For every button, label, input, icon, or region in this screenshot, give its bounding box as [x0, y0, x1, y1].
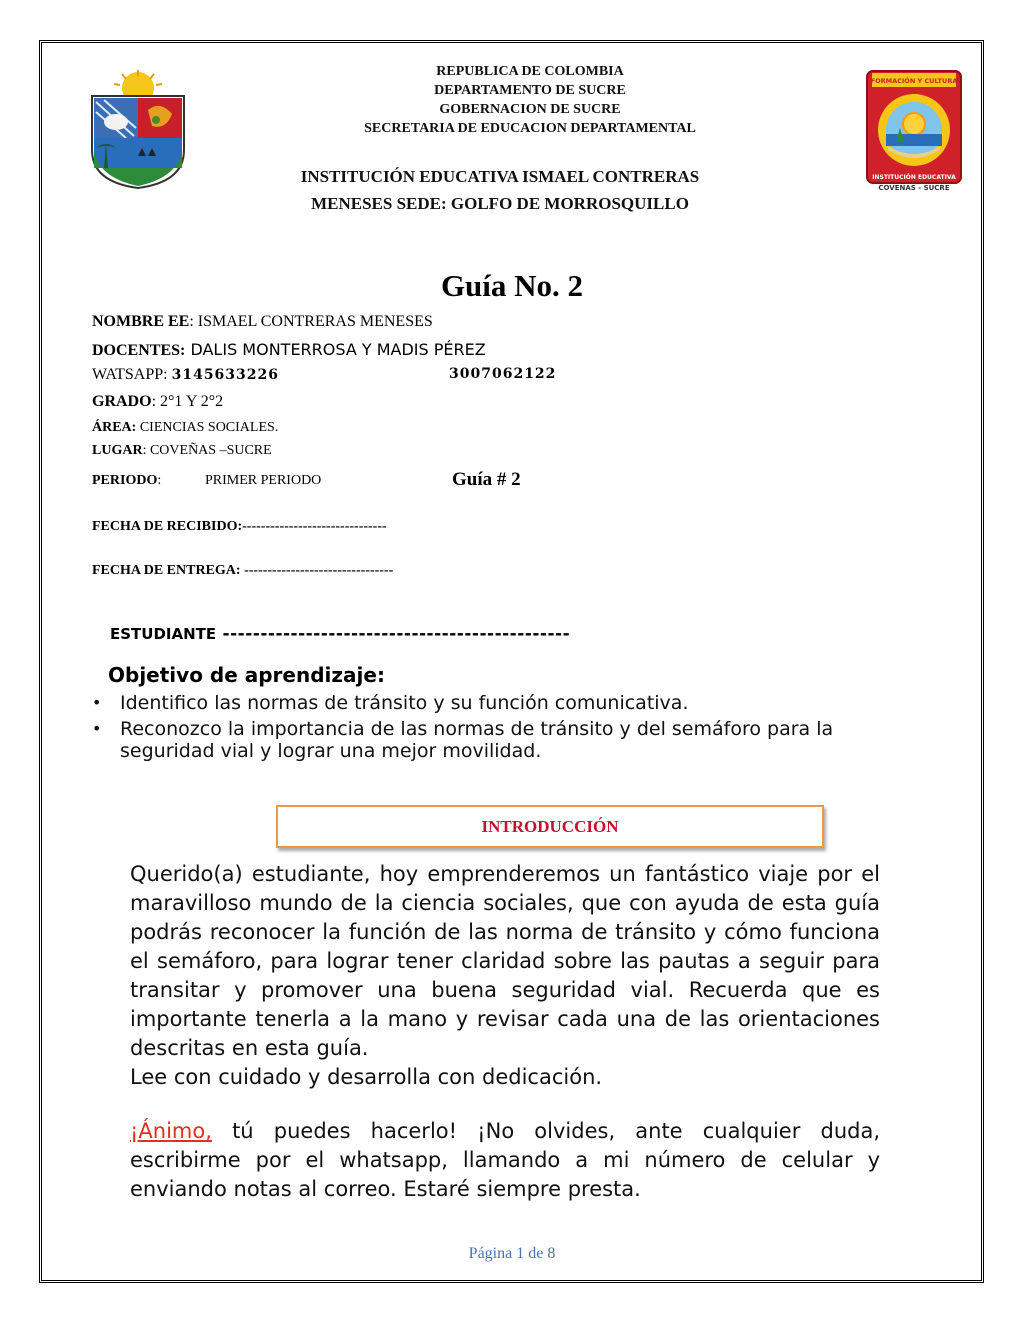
- info-periodo: [92, 469, 521, 490]
- nombre-label: NOMBRE EE: [92, 313, 190, 330]
- institution-block: [200, 163, 800, 217]
- periodo-separator: :: [157, 473, 162, 488]
- institution-name-line2: MENESES SEDE: GOLFO DE MORROSQUILLO: [311, 194, 689, 213]
- info-docentes: [92, 340, 486, 360]
- info-nombre: [92, 313, 433, 331]
- intro-paragraph-1-text: Querido(a) estudiante, hoy emprenderemos un fantástico viaje por el maravilloso mundo de la ciencia sociales, que con ayuda de esta guía podrás reconocer la función de las norma de tránsito y cómo funciona el semáforo, para lograr tener claridad sobre las pautas a seguir para transitar y promover una buena seguridad vial. Recuerda que es importante tenerla a la mano y revisar cada una de las orientaciones descritas en esta guía.: [130, 862, 880, 1060]
- header-block: [250, 62, 810, 138]
- estudiante-line: ----------------------------------------------: [216, 624, 571, 644]
- fecha-recibido-label: FECHA DE RECIBIDO:: [92, 519, 243, 534]
- header-departamento: DEPARTAMENTO DE SUCRE: [434, 83, 626, 98]
- introduccion-heading: INTRODUCCIÓN: [481, 817, 619, 836]
- bullet-icon: •: [92, 693, 102, 712]
- page-border: [39, 40, 984, 1283]
- intro-paragraph-1: [130, 860, 880, 1092]
- docentes-value: DALIS MONTERROSA Y MADIS PÉREZ: [185, 340, 486, 359]
- intro-paragraph-2: [130, 1117, 880, 1204]
- fecha-recibido-line: -------------------------------: [242, 519, 387, 534]
- department-coat-of-arms-logo: [86, 70, 190, 190]
- grado-value: : 2°1 Y 2°2: [151, 393, 224, 410]
- fecha-entrega: [92, 563, 393, 579]
- estudiante-field: [110, 624, 570, 644]
- seal-top-text: FORMACIÓN Y CULTURA: [870, 77, 958, 85]
- periodo-value: PRIMER PERIODO: [205, 473, 322, 488]
- bullet-icon: •: [92, 719, 102, 738]
- intro-paragraph-1-last: Lee con cuidado y desarrolla con dedicación.: [130, 1065, 603, 1089]
- seal-bottom-text: COVEÑAS - SUCRE: [878, 184, 950, 192]
- watsapp-label: WATSAPP: [92, 366, 164, 383]
- intro-paragraph-2-text: tú puedes hacerlo! ¡No olvides, ante cualquier duda, escribirme por el whatsapp, llamando a mi número de celular y enviando notas al correo. Estaré siempre presta.: [130, 1119, 880, 1201]
- introduccion-heading-box: [276, 805, 824, 848]
- objetivo-title: Objetivo de aprendizaje:: [108, 663, 385, 687]
- objetivo-item: [92, 718, 912, 762]
- info-watsapp: [92, 366, 557, 384]
- objetivo-list: [92, 692, 912, 766]
- header-republica: REPUBLICA DE COLOMBIA: [436, 64, 624, 79]
- lugar-value: : COVEÑAS –SUCRE: [142, 443, 272, 458]
- area-value: CIENCIAS SOCIALES.: [136, 420, 279, 435]
- grado-label: GRADO: [92, 393, 152, 410]
- fecha-entrega-line: --------------------------------: [240, 563, 394, 578]
- objetivo-item: [92, 692, 912, 714]
- institution-seal-logo: [866, 70, 962, 192]
- area-label: ÁREA:: [92, 420, 137, 435]
- objetivo-item-text: Identifico las normas de tránsito y su función comunicativa.: [120, 692, 689, 714]
- info-area: [92, 420, 278, 436]
- guide-title: Guía No. 2: [440, 268, 584, 303]
- header-secretaria: SECRETARIA DE EDUCACION DEPARTAMENTAL: [364, 121, 696, 136]
- phone-2: 3007062122: [449, 366, 557, 382]
- guia-ref: Guía # 2: [452, 469, 521, 490]
- docentes-label: DOCENTES:: [92, 342, 186, 359]
- phone-1: 3145633226: [171, 367, 280, 383]
- svg-text:INSTITUCIÓN EDUCATIVA: INSTITUCIÓN EDUCATIVA: [872, 174, 956, 181]
- info-lugar: [92, 443, 272, 459]
- info-grado: [92, 393, 223, 411]
- fecha-recibido: [92, 519, 387, 535]
- header-gobernacion: GOBERNACION DE SUCRE: [439, 102, 621, 117]
- nombre-value: : ISMAEL CONTRERAS MENESES: [189, 313, 433, 330]
- lugar-label: LUGAR: [92, 443, 143, 458]
- watsapp-separator: :: [163, 366, 172, 383]
- page-number: Página 1 de 8: [468, 1245, 556, 1262]
- periodo-label: PERIODO: [92, 473, 158, 488]
- animo-text: ¡Ánimo,: [130, 1119, 212, 1143]
- objetivo-item-text: Reconozco la importancia de las normas de tránsito y del semáforo para la seguridad vial y lograr una mejor movilidad.: [120, 718, 834, 762]
- fecha-entrega-label: FECHA DE ENTREGA:: [92, 563, 241, 578]
- estudiante-label: ESTUDIANTE: [110, 625, 217, 643]
- institution-name-line1: INSTITUCIÓN EDUCATIVA ISMAEL CONTRERAS: [300, 167, 700, 186]
